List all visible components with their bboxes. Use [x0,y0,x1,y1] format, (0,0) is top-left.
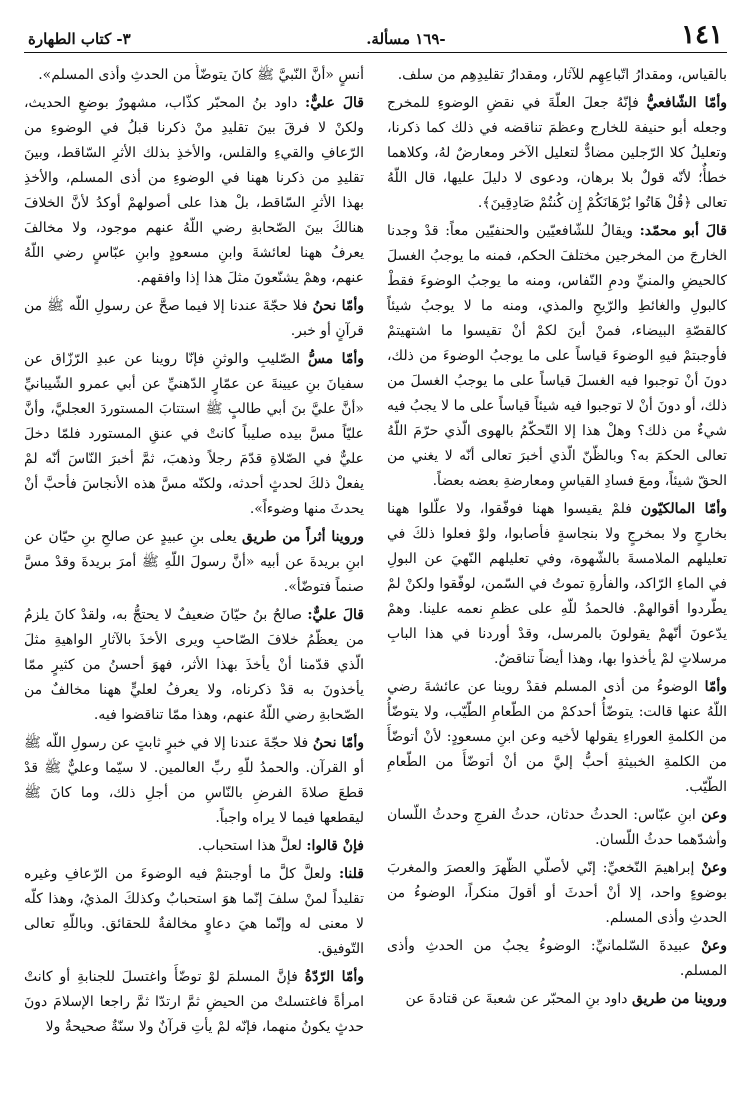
issue-number: -١٦٩ مسألة. [366,30,446,48]
paragraph-text: فلا حجّةَ عندنا إلا في خبرٍ ثابتٍ عن رسولِ اللّه ﷺ أو القرآن. والحمدُ للّهِ ربِّ العالمين. لا سيّما وعليٌّ ﷺ قدْ قطعَ صلاةَ الفرضِ بالنّاسِ من أجلِ ذلك، وما كانَ ﷺ ليقطعها فيما لا يراه واجباً. [24,735,364,826]
paragraph [24,731,364,831]
paragraph [24,525,364,600]
paragraph-text: صالحُ بنُ حيّانَ ضعيفٌ لا يحتجُّ به، ولقدْ كانَ يلزمُ من يعظّمُ خلافَ الصّاحبِ ويرى الأخذَ بالآثارِ الواهيةِ مثلَ الّذي قدّمنا أنْ يأخذَ بهذا الأثر، فهوَ أحسنُ من كثيرٍ ممّا يأخذونَ به قدْ ذكرناه، ولا يعرفُ لعليٍّ ههنا مخالفٌ من الصّحابةِ رضي اللّهُ عنهم، وهذا ممّا تناقضوا فيه. [24,607,364,723]
paragraph [24,603,364,728]
paragraph [24,965,364,1040]
paragraph-text: ولعلَّ كلَّ ما أوجبتمْ فيه الوضوءَ من الرّعافِ وغيره تقليداً لمنْ سلفَ إنّما هوَ استحبابٌ وكذلكَ المذيُ، وهذا كلّه لا معنى له وإنّما هيَ دعاوٍ مخالفةٌ للحقائق. وباللّهِ تعالى التّوفيق. [24,866,364,957]
paragraph-text: ويقالُ للشّافعيّين والحنفيّين معاً: قدْ وجدنا الخارجَ من المخرجين مختلفَ الحكم، فمنه ما يوجبُ الغسلَ كالحيضِ والمنيِّ ودمِ النّفاس، ومنه ما يوجبُ الوضوءَ فقطْ كالبولِ والغائطِ والرّيحِ والمذي، ومنه ما لا يوجبُ شيئاً كالقصّةِ البيضاء، فمنْ أينَ لكمْ أنْ تقيسوا ما اشتهيتمْ فأوجبتمْ فيهِ الوضوءَ قياساً على ما يوجبُ الوضوءَ من ذلك، دونَ أنْ توجبوا فيه الغسلَ قياساً على ما يوجبُ الغسلَ من ذلك، أو دونَ أنْ لا توجبوا فيه شيئاً قياساً على ما لا يجبُ فيه شيءٌ من ذلك؟ وهلْ هذا إلا التّحكّمُ بالهوى الّذي حرّمَ اللّهُ تعالى الحكمَ به؟ وبالظّنّ الّذي أخبرَ تعالى أنّه لا يغني من الحقّ شيئاً، ومعَ فسادِ القياسِ ومعارضةِ بعضه بعضاً. [387,223,727,489]
paragraph-lead: وعن [701,807,727,823]
paragraph-lead: فإنْ قالوا: [306,838,364,854]
paragraph-text: ابنِ عبّاس: الحدثُ حدثان، حدثُ الفرجِ وحدثُ اللّسان وأشدّهما حدثُ اللّسان. [387,807,727,848]
paragraph-text: الصّليبِ والوثنِ فإنّا روينا عن عبدِ الرّزّاق عن سفيانَ بنِ عيينةَ عن عمّارٍ الدّهنيِّ عن أبي عمرو الشّيبانيِّ «أنَّ عليَّ بنَ أبي طالبٍ ﷺ استتابَ المستوردَ العجليَّ، وأنَّ عليّاً مسَّ بيده صليباً كانتْ في عنقِ المستورد فلمّا دخلَ عليٌّ في الصّلاةِ قدّمَ رجلاً وذهبَ، ثمَّ أخبرَ النّاسَ أنّه لمْ يفعلْ ذلكَ لحدثٍ أحدثه، ولكنّه مسَّ هذه الأنجاسَ فأحبَّ أنْ يحدثَ منها وضوءاً». [24,351,364,517]
paragraph-text: بالقياس، ومقدارُ اتّباعِهِم للآثار، ومقدارُ تقليدِهِم من سلف. [397,67,727,83]
paragraph-text: إبراهيمَ النّخعيِّ: إنّي لأصلّي الظّهرَ والعصرَ والمغربَ بوضوءٍ واحد، إلا أنْ أحدثَ أو أقولَ منكراً، الوضوءُ من الحدثِ وأذى المسلم. [387,860,727,926]
paragraph-text: فإنَّ المسلمَ لوْ توضّأَ واغتسلَ للجنابةِ أو كانتْ امرأةً فاغتسلتْ من الحيضِ ثمَّ ارتدّا ثمَّ راجعا الإسلامَ دونَ حدثٍ يكونُ منهما، فإنّه لمْ يأتِ قرآنٌ ولا سنّةٌ صحيحةٌ ولا [24,969,364,1035]
paragraph-text: يعلى بنِ عبيدٍ عن صالحِ بنِ حيّان عن ابنِ بريدةَ عن أبيه «أنَّ رسولَ اللّهِ ﷺ أمرَ بريدةَ وقدْ مسَّ صنماً فتوضّأ». [24,529,364,595]
paragraph-lead: وأمّا [704,679,727,695]
paragraph [24,347,364,522]
paragraph-lead: قالَ عليٌّ: [305,95,364,111]
paragraph [387,91,727,216]
paragraph-lead: وأمّا الشّافعيُّ [646,95,727,111]
paragraph-text: لعلَّ هذا استحباب. [197,838,302,854]
paragraph-lead: قالَ عليٌّ: [307,607,364,623]
paragraph [387,63,727,88]
paragraph-text: داود بنُ المحبّر كذّاب، مشهورٌ بوضعِ الحديث، ولكنْ لا فرقَ بينَ تقليدِ منْ ذكرنا قبلُ في الوضوءِ من الرّعافِ والقيءِ والقلس، والأخذِ بذلك الأثرِ السّاقط، وبينَ تقليدِ من ذكرنا ههنا في الوضوءِ من أذى المسلم، والأخذِ بهذا الأثرِ السّاقط، بلْ هذا على أصولهمْ أوكدُ لأنَّ الخلافَ هنالكَ بينَ الصّحابةِ رضي اللّهُ عنهم موجود، ولا مخالفَ يعرفُ ههنا لعائشةَ وابنِ مسعودٍ وابنِ عبّاسٍ رضي اللّهُ عنهم، وهمْ يشنّعونَ مثلَ هذا إذا وافقهم. [24,95,364,286]
paragraph-lead: وأمّا نحنُ [312,735,364,751]
paragraph-lead: وأمّا المالكيّون [640,501,727,517]
paragraph [24,862,364,962]
paragraph-lead: وأمّا مسُّ [307,351,364,367]
paragraph [387,934,727,984]
paragraph [387,675,727,800]
paragraph-lead: وروينا من طريق [631,991,727,1007]
paragraph-lead: قالَ أبو محمّد: [639,223,727,239]
paragraph-text: عبيدةَ السّلمانيِّ: الوضوءُ يجبُ من الحدثِ وأذى المسلم. [387,938,727,979]
paragraph-text: داود بنِ المحبّر عن شعبةَ عن قتادةَ عن [405,991,628,1007]
paragraph [24,294,364,344]
paragraph-text: أنسٍ «أنَّ النّبيَّ ﷺ كانَ يتوضّأُ من الحدثِ وأذى المسلم». [38,67,364,83]
page-header [24,12,727,53]
page-number: ١٤١ [681,20,723,50]
paragraph-lead: وروينا أثراً من طريق [241,529,364,545]
paragraph-text: فلمْ يقيسوا ههنا فوفّقوا، ولا علّلوا ههنا بخارجٍ ولا بمخرجٍ ولا بنجاسةٍ فأصابوا، ولوْ فعلوا ذلكَ في تعليلهم الملامسةَ بالشّهوة، وفي تعليلهم النّهيَ عن البولِ في الماءِ الرّاكد، والفأرةِ تموتُ في السّمن، لوفّقوا ولكنْ لمْ يطّردوا أقوالهمْ. فالحمدُ للّهِ على عظمِ نعمه علينا. وهمْ يدّعونَ أنّهمْ يقولونَ بالمرسل، وقدْ أوردنا في هذا البابِ مرسلاتٍ لمْ يأخذوا بها، وهذا أيضاً تناقضٌ. [387,501,727,667]
paragraph-lead: وأمّا الرّدّةُ [304,969,364,985]
right-column [387,63,727,1103]
paragraph [387,497,727,672]
paragraph-lead: وعنْ [701,860,727,876]
paragraph-lead: قلنا: [339,866,364,882]
paragraph-text: فلا حجّةَ عندنا إلا فيما صحَّ عن رسولِ اللّه ﷺ من قرآنٍ أو خبر. [24,298,364,339]
left-column [24,63,364,1103]
paragraph-text: الوضوءُ من أذى المسلم فقدْ روينا عن عائشةَ رضي اللّهُ عنها قالت: يتوضّأُ أحدكمْ من الطّعامِ الطّيّب، ولا يتوضّأُ من الكلمةِ العوراءِ يقولها لأخيه وعن ابنِ مسعودٍ: لأنْ أتوضّأَ من الكلمةِ الخبيثةِ أحبُّ إليَّ من أنْ أتوضّأَ من الطّعامِ الطّيّب. [387,679,727,795]
paragraph-text: فإنّهُ جعلَ العلّةَ في نقضِ الوضوءِ للمخرج وجعله أبو حنيفة للخارج وعظمَ تناقضه في ذلك كما ذكرنا، وتعليلُ كلا الرّجلين مضادٌّ لتعليل الآخر ومعارضٌ لهُ، وكلاهما خطأٌ؛ لأنّه قولٌ بلا برهان، ودعوى لا دليلَ عليها، قال اللّهُ تعالى ﴿قُلْ هَاتُوا بُرْهَانَكُمْ إِن كُنتُمْ صَادِقِينَ﴾. [387,95,727,211]
paragraph [387,987,727,1012]
paragraph [24,834,364,859]
paragraph [24,91,364,291]
paragraph-lead: وأمّا نحنُ [312,298,364,314]
paragraph [387,219,727,494]
chapter-title: ٣- كتاب الطهارة [28,30,131,48]
paragraph [387,803,727,853]
paragraph [387,856,727,931]
paragraph [24,63,364,88]
paragraph-lead: وعنْ [701,938,727,954]
text-columns [24,63,727,1103]
